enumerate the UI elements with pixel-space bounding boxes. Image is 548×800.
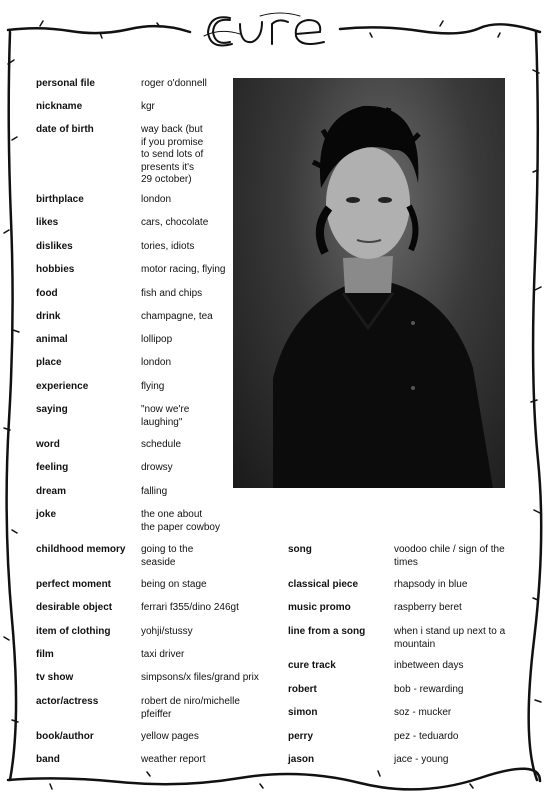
- field-value: yellow pages: [141, 731, 199, 742]
- field-label: likes: [36, 217, 59, 228]
- field-label: joke: [36, 509, 57, 520]
- field-label: hobbies: [36, 264, 75, 275]
- field-value: inbetween days: [394, 660, 464, 671]
- field-label: saying: [36, 404, 68, 415]
- field-value: cars, chocolate: [141, 217, 209, 228]
- field-value: flying: [141, 381, 165, 392]
- field-label: drink: [36, 311, 61, 322]
- field-label: simon: [288, 707, 318, 718]
- field-label: robert: [288, 684, 317, 695]
- field-value: schedule: [141, 439, 182, 450]
- field-label: place: [36, 357, 62, 368]
- field-value: way back (but if you promise to send lots of presents it's 29 october): [141, 124, 204, 185]
- field-label: date of birth: [36, 124, 94, 135]
- field-value: soz - mucker: [394, 707, 452, 718]
- field-label: line from a song: [288, 626, 366, 637]
- field-label: classical piece: [288, 579, 359, 590]
- field-label: book/author: [36, 731, 94, 742]
- field-value: voodoo chile / sign of the times: [394, 544, 505, 568]
- field-label: jason: [288, 754, 315, 765]
- field-label: feeling: [36, 462, 69, 473]
- portrait-photo: [233, 78, 505, 488]
- field-value: robert de niro/michelle pfeiffer: [141, 696, 240, 720]
- field-label: tv show: [36, 672, 74, 683]
- field-label: song: [288, 544, 312, 555]
- field-value: bob - rewarding: [394, 684, 464, 695]
- field-value: pez - teduardo: [394, 731, 459, 742]
- field-label: film: [36, 649, 54, 660]
- field-label: animal: [36, 334, 68, 345]
- field-value: falling: [141, 486, 168, 497]
- field-value: "now we're laughing": [141, 404, 190, 428]
- field-label: cure track: [288, 660, 336, 671]
- field-value: taxi driver: [141, 649, 185, 660]
- field-value: being on stage: [141, 579, 207, 590]
- field-value: raspberry beret: [394, 602, 462, 613]
- field-label: birthplace: [36, 194, 84, 205]
- field-value: motor racing, flying: [141, 264, 226, 275]
- field-value: when i stand up next to a mountain: [394, 626, 506, 650]
- field-label: perfect moment: [36, 579, 112, 590]
- field-label: band: [36, 754, 60, 765]
- field-label: nickname: [36, 101, 83, 112]
- field-value: roger o'donnell: [141, 78, 207, 89]
- field-label: music promo: [288, 602, 351, 613]
- field-value: champagne, tea: [141, 311, 213, 322]
- field-label: food: [36, 288, 58, 299]
- field-value: kgr: [141, 101, 155, 112]
- field-label: personal file: [36, 78, 95, 89]
- field-label: actor/actress: [36, 696, 99, 707]
- field-value: yohji/stussy: [141, 626, 193, 637]
- field-value: going to the seaside: [141, 544, 194, 568]
- field-label: childhood memory: [36, 544, 126, 555]
- field-value: jace - young: [394, 754, 449, 765]
- cure-logo: [200, 6, 340, 56]
- field-value: london: [141, 357, 172, 368]
- field-value: weather report: [141, 754, 206, 765]
- field-label: experience: [36, 381, 89, 392]
- field-value: tories, idiots: [141, 241, 195, 252]
- field-label: word: [36, 439, 60, 450]
- field-value: the one about the paper cowboy: [141, 509, 220, 533]
- field-value: rhapsody in blue: [394, 579, 468, 590]
- field-value: ferrari f355/dino 246gt: [141, 602, 239, 613]
- field-value: simpsons/x files/grand prix: [141, 672, 259, 683]
- field-value: london: [141, 194, 172, 205]
- field-label: item of clothing: [36, 626, 111, 637]
- field-label: perry: [288, 731, 314, 742]
- field-value: drowsy: [141, 462, 173, 473]
- field-label: dislikes: [36, 241, 73, 252]
- field-value: lollipop: [141, 334, 173, 345]
- field-label: dream: [36, 486, 67, 497]
- field-value: fish and chips: [141, 288, 203, 299]
- field-label: desirable object: [36, 602, 113, 613]
